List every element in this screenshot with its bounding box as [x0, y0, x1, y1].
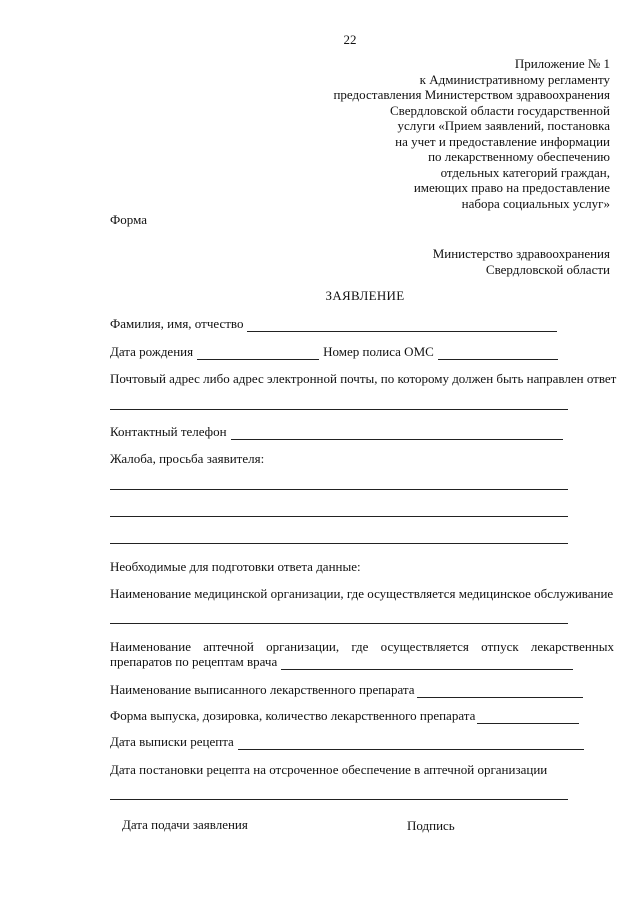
appendix-line: набора социальных услуг»	[461, 195, 610, 211]
full-name-label: Фамилия, имя, отчество	[110, 316, 244, 331]
drug-form-label: Форма выпуска, дозировка, количество лекарственного препарата	[110, 708, 476, 723]
pharmacy-org-row	[110, 654, 573, 670]
pharmacy-org-label-line1: Наименование аптечной организации, где осуществляется отпуск лекарственных	[110, 639, 614, 654]
appendix-line: отдельных категорий граждан,	[440, 164, 610, 180]
drug-name-row	[110, 682, 583, 698]
phone-field[interactable]	[231, 427, 563, 440]
complaint-line-3[interactable]	[110, 543, 568, 544]
full-name-field[interactable]	[247, 319, 557, 332]
phone-row	[110, 424, 563, 440]
complaint-line-1[interactable]	[110, 489, 568, 490]
submission-date-label: Дата подачи заявления	[122, 817, 248, 832]
drug-form-row	[110, 708, 579, 724]
deferred-date-label: Дата постановки рецепта на отсроченное обеспечение в аптечной организации	[110, 762, 548, 777]
appendix-line: имеющих право на предоставление	[413, 180, 610, 195]
pharmacy-org-label-line2: препаратов по рецептам врача	[110, 654, 278, 669]
phone-label: Контактный телефон	[110, 424, 227, 439]
birth-date-field[interactable]	[197, 347, 319, 360]
medical-org-label: Наименование медицинской организации, где осуществляется медицинское обслуживание	[110, 586, 614, 601]
drug-form-field[interactable]	[477, 711, 579, 724]
prescription-date-label: Дата выписки рецепта	[110, 734, 234, 749]
prescription-date-row	[110, 734, 584, 750]
complaint-label: Жалоба, просьба заявителя:	[110, 451, 265, 466]
document-title: ЗАЯВЛЕНИЕ	[325, 288, 405, 303]
appendix-line: Свердловской области государственной	[390, 102, 610, 118]
appendix-header	[333, 56, 610, 211]
drug-name-field[interactable]	[417, 685, 583, 698]
complaint-line-2[interactable]	[110, 516, 568, 517]
appendix-line: на учет и предоставление информации	[395, 133, 610, 149]
policy-number-label: Номер полиса ОМС	[323, 344, 434, 359]
required-data-heading: Необходимые для подготовки ответа данные:	[110, 559, 361, 574]
ministry-line-2: Свердловской области	[485, 262, 610, 277]
drug-name-label: Наименование выписанного лекарственного препарата	[110, 682, 415, 697]
address-field[interactable]	[110, 409, 568, 410]
form-label: Форма	[110, 212, 147, 227]
ministry-addressee	[433, 246, 610, 278]
birth-policy-row	[110, 344, 558, 360]
appendix-line: по лекарственному обеспечению	[428, 149, 610, 164]
appendix-line: Приложение № 1	[514, 56, 610, 71]
signature-label: Подпись	[407, 818, 455, 833]
birth-date-label: Дата рождения	[110, 344, 194, 359]
deferred-date-field[interactable]	[110, 799, 568, 800]
appendix-line: услуги «Прием заявлений, постановка	[397, 118, 610, 133]
medical-org-field[interactable]	[110, 623, 568, 624]
full-name-row	[110, 316, 557, 332]
prescription-date-field[interactable]	[238, 737, 584, 750]
ministry-line-1: Министерство здравоохранения	[432, 246, 610, 261]
appendix-line: к Административному регламенту	[419, 71, 610, 87]
address-label: Почтовый адрес либо адрес электронной почты, по которому должен быть направлен ответ	[110, 371, 617, 386]
policy-number-field[interactable]	[438, 347, 558, 360]
pharmacy-org-field[interactable]	[281, 657, 573, 670]
page-number: 22	[343, 32, 357, 47]
appendix-line: предоставления Министерством здравоохранения	[333, 87, 610, 102]
